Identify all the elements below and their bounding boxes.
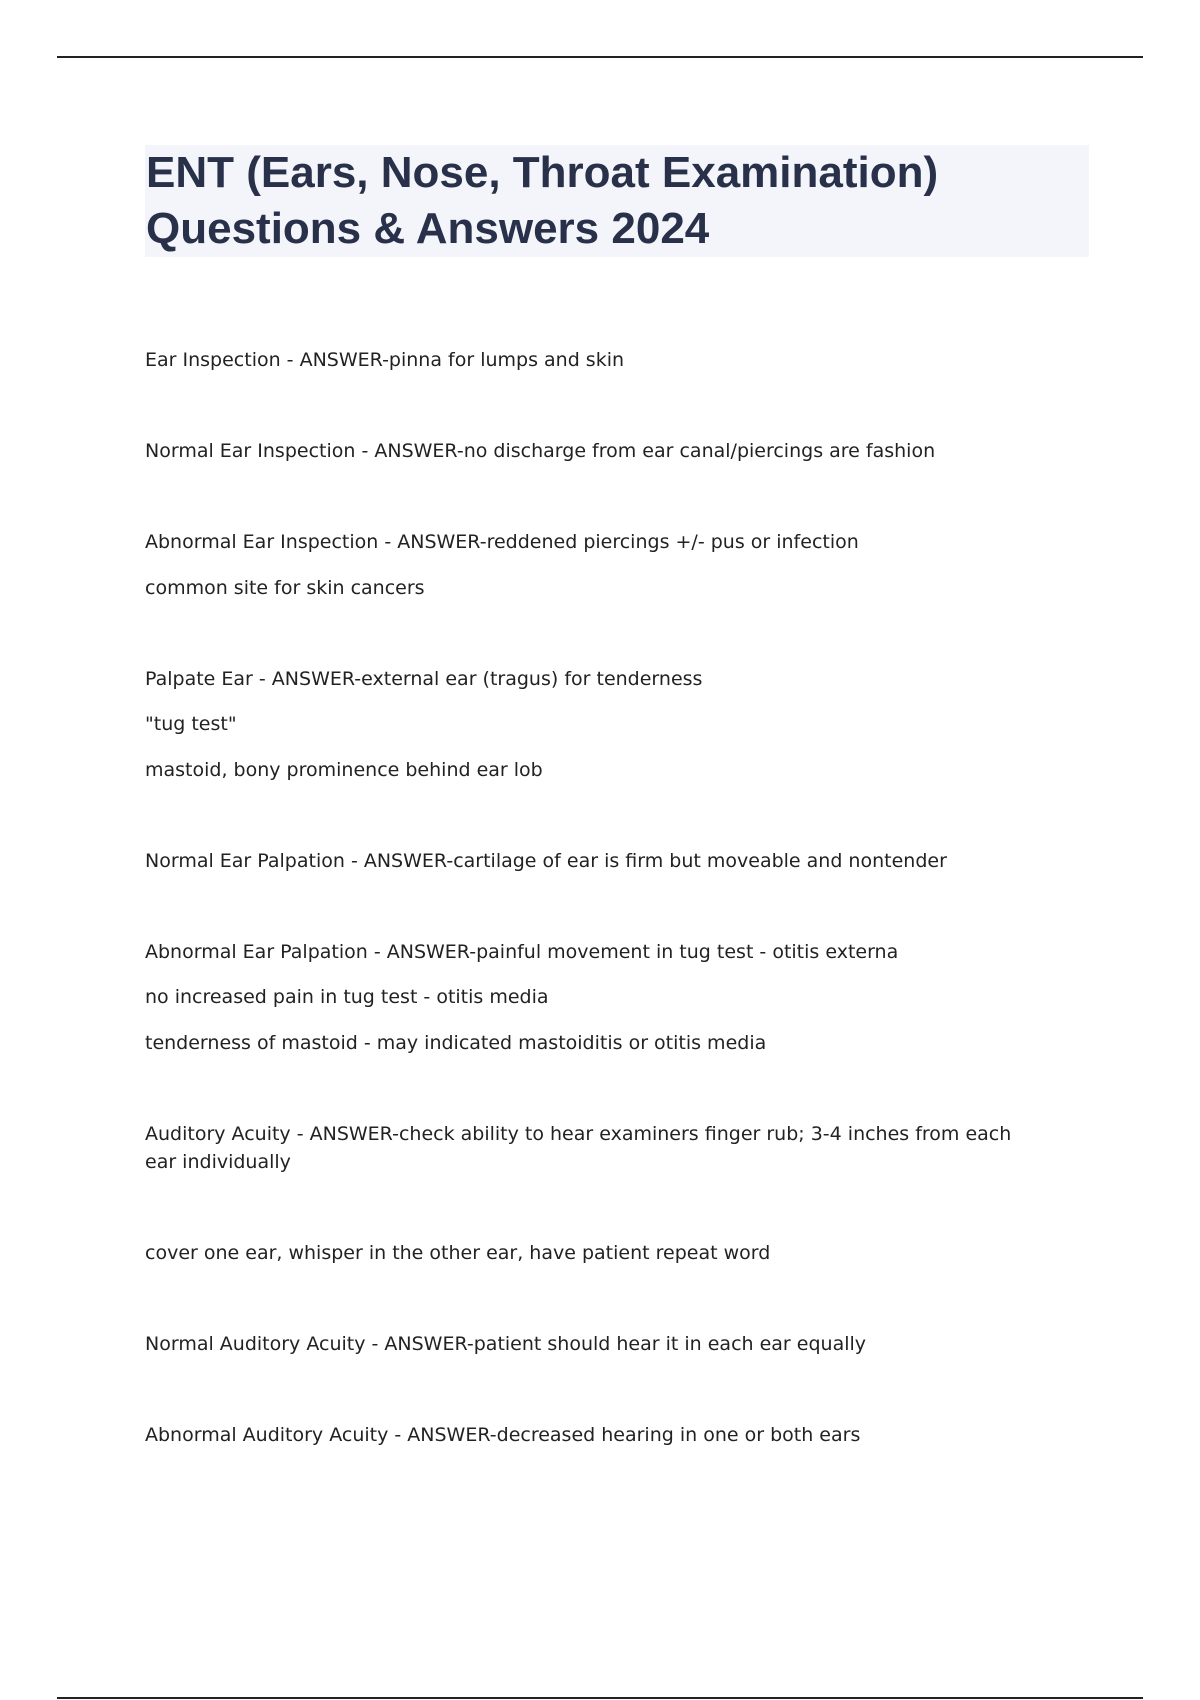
title-block	[145, 145, 1089, 257]
top-rule	[57, 56, 1143, 58]
qa-line: tenderness of mastoid - may indicated mastoiditis or otitis media	[145, 1032, 767, 1054]
qa-line: Normal Ear Inspection - ANSWER-no discharge from ear canal/piercings are fashion	[145, 440, 936, 462]
qa-line: Abnormal Ear Palpation - ANSWER-painful movement in tug test - otitis externa	[145, 941, 899, 963]
qa-line: Palpate Ear - ANSWER-external ear (tragus) for tenderness	[145, 668, 703, 690]
qa-line: Normal Auditory Acuity - ANSWER-patient should hear it in each ear equally	[145, 1333, 867, 1355]
title-line-1: ENT (Ears, Nose, Throat Examination)	[146, 148, 939, 197]
qa-line: mastoid, bony prominence behind ear lob	[145, 759, 543, 781]
title-line-2: Questions & Answers 2024	[146, 204, 710, 253]
qa-line: Auditory Acuity - ANSWER-check ability to hear examiners finger rub; 3-4 inches from each ear individually	[145, 1123, 1012, 1173]
document-title	[145, 145, 1089, 257]
qa-line: Abnormal Auditory Acuity - ANSWER-decreased hearing in one or both ears	[145, 1424, 861, 1446]
qa-line: Ear Inspection - ANSWER-pinna for lumps and skin	[145, 349, 625, 371]
qa-line: Abnormal Ear Inspection - ANSWER-reddened piercings +/- pus or infection	[145, 531, 859, 553]
qa-line: "tug test"	[145, 713, 237, 735]
bottom-rule	[57, 1697, 1143, 1699]
qa-line: cover one ear, whisper in the other ear, have patient repeat word	[145, 1242, 771, 1264]
qa-line: no increased pain in tug test - otitis media	[145, 986, 549, 1008]
qa-line: common site for skin cancers	[145, 577, 425, 599]
qa-line: Normal Ear Palpation - ANSWER-cartilage of ear is firm but moveable and nontender	[145, 850, 947, 872]
